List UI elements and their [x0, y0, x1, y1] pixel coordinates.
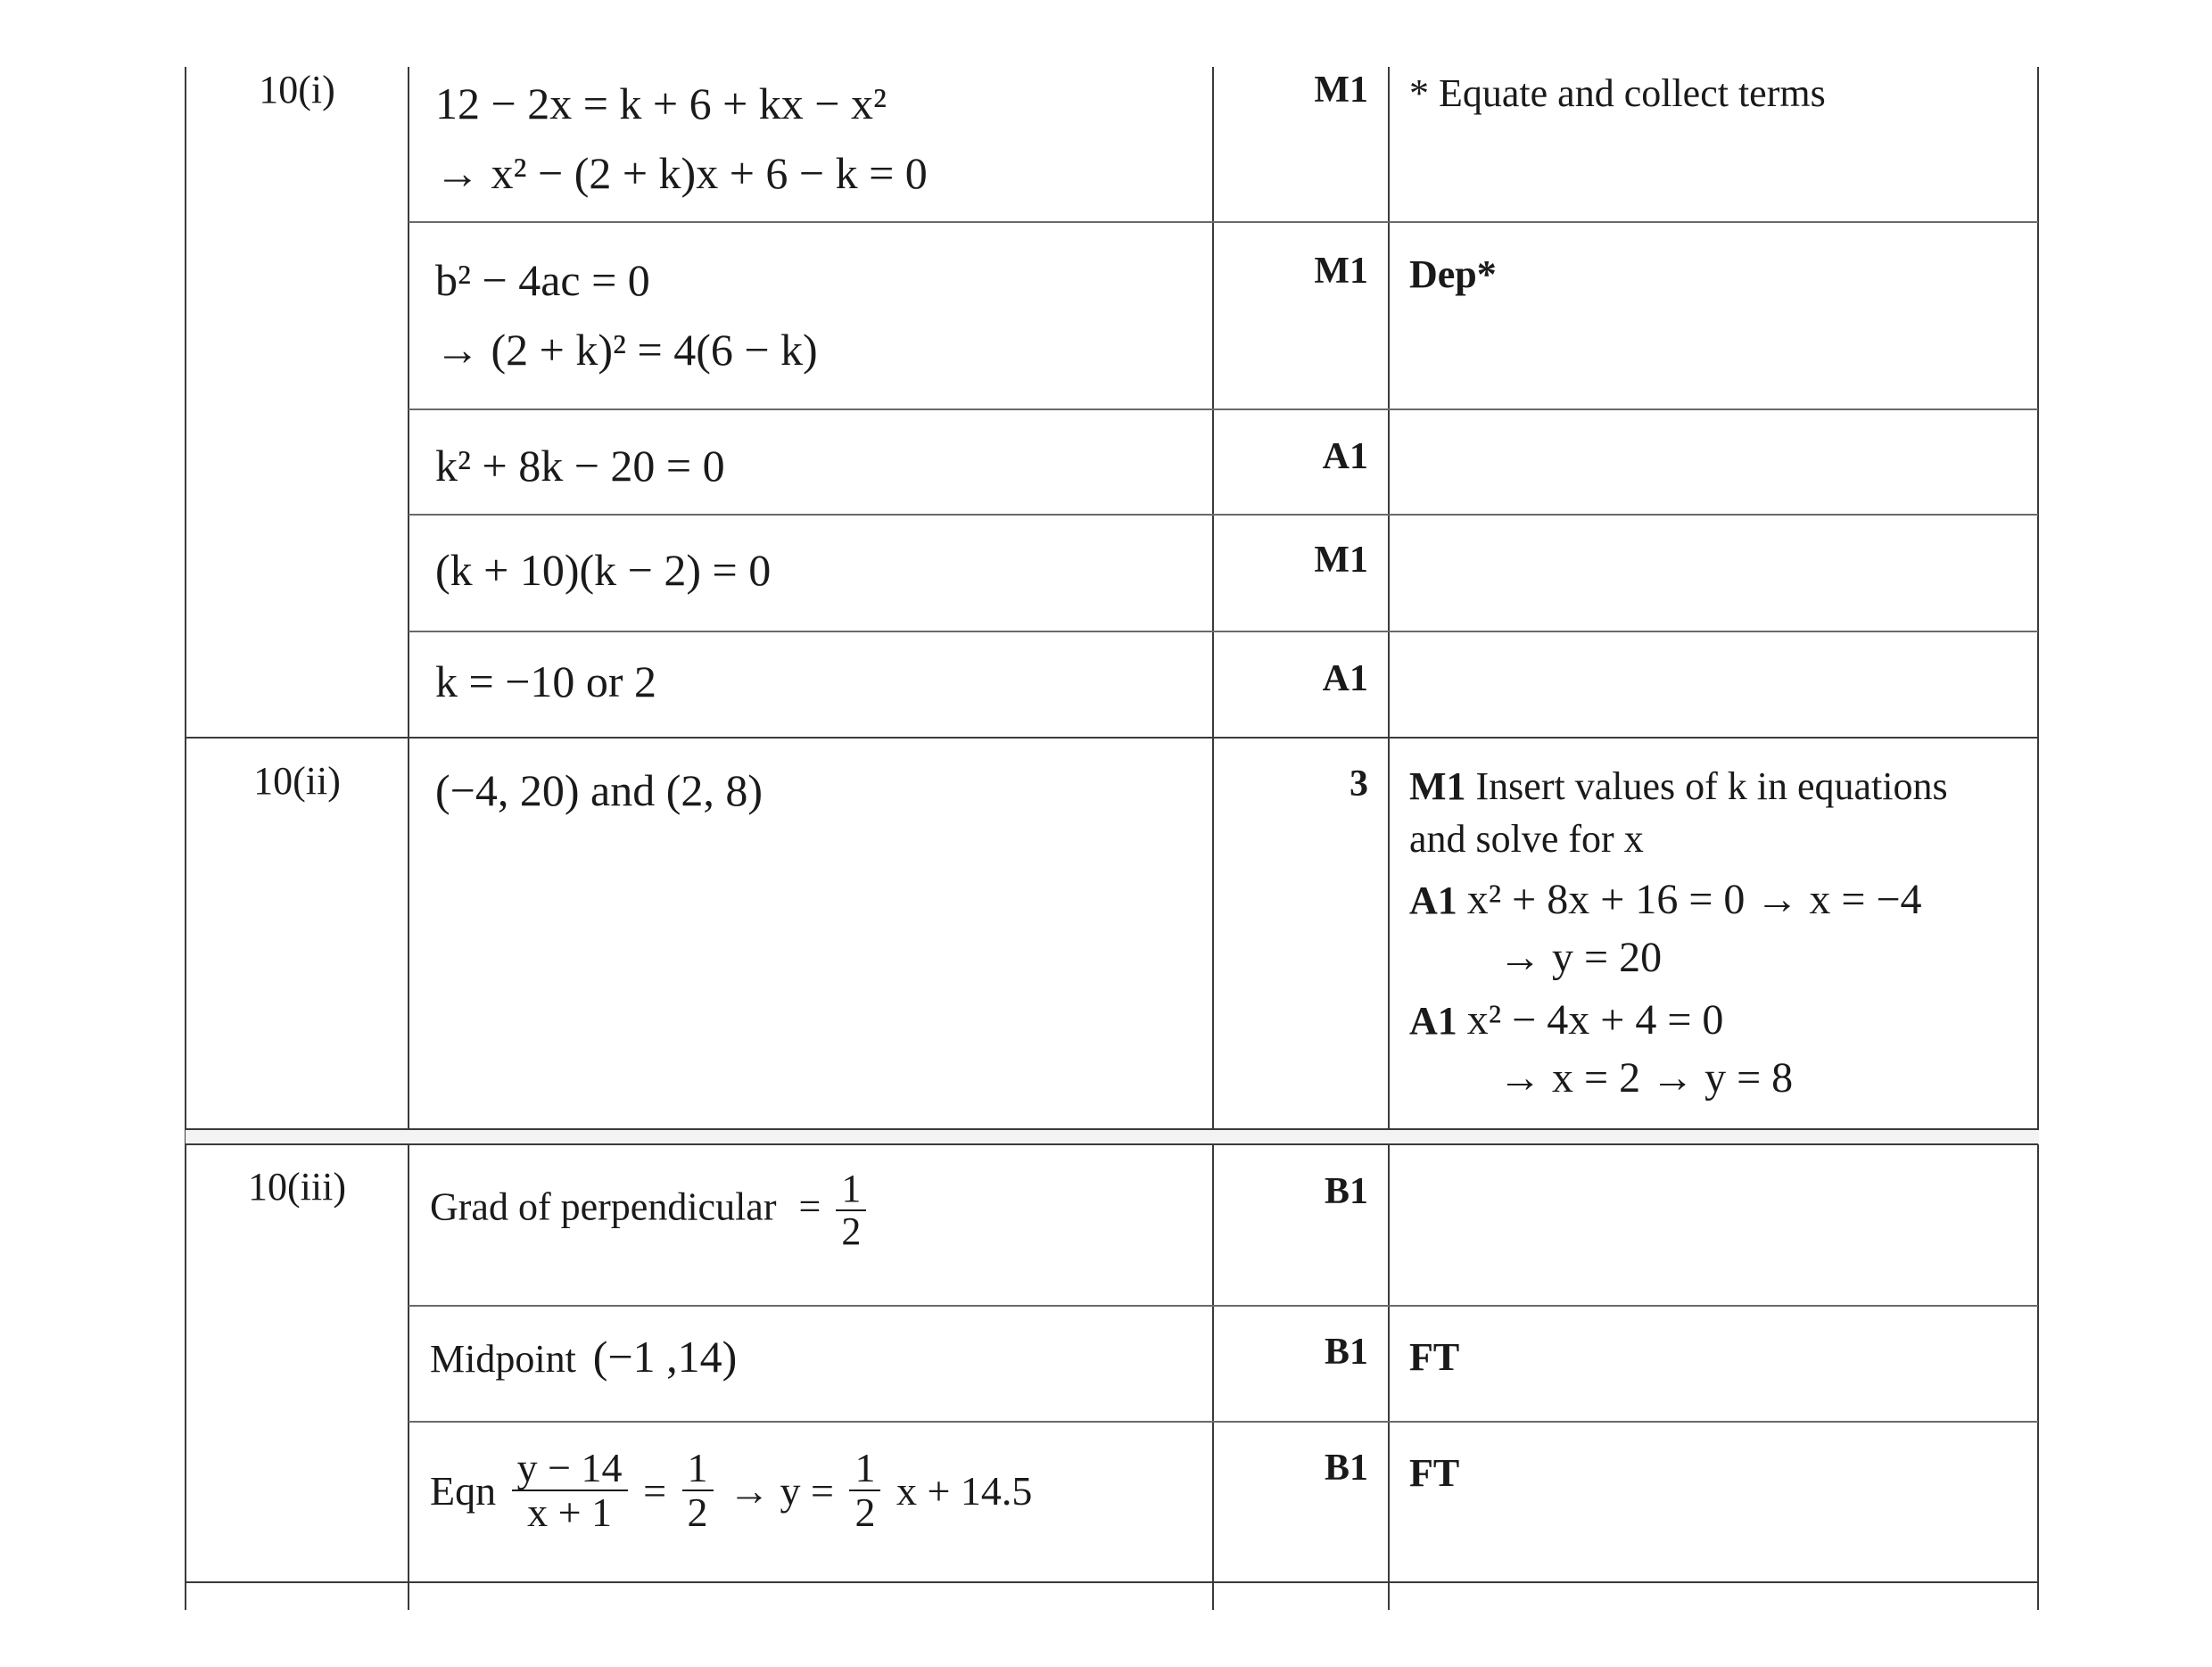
section-divider [186, 737, 2038, 739]
mark-code: M1 [1314, 251, 1368, 292]
fraction-numerator: 1 [849, 1447, 880, 1491]
fraction-numerator: 1 [836, 1168, 866, 1211]
fraction-denominator: x + 1 [527, 1490, 613, 1536]
fraction [849, 1447, 880, 1535]
working-step-midpoint [430, 1331, 737, 1382]
mark-code: M1 [1314, 540, 1368, 581]
mark-code: A1 [1322, 436, 1368, 477]
column-divider-question [408, 67, 409, 1610]
guidance-line: and solve for x [1409, 817, 1644, 862]
mark-code: B1 [1324, 1448, 1368, 1489]
math-line: k² + 8k − 20 = 0 [435, 441, 725, 491]
guidance-block [1409, 760, 1948, 1108]
working-step-roots [435, 648, 656, 717]
guidance-math: x² + 8x + 16 = 0 → x = −4 [1466, 875, 1922, 923]
section-divider [186, 1143, 2038, 1145]
working-step-equate [435, 70, 928, 208]
fraction-numerator: 1 [682, 1447, 714, 1491]
section-divider [186, 1128, 2038, 1130]
step-label: Grad of perpendicular [430, 1184, 777, 1229]
guidance-line: → y = 20 [1498, 933, 1663, 981]
fraction [836, 1168, 866, 1252]
guidance-note: FT [1409, 1451, 1460, 1495]
fraction [682, 1447, 714, 1535]
mark-code: B1 [1324, 1332, 1368, 1373]
row-divider [409, 514, 2038, 516]
question-number: 10(i) [259, 68, 335, 111]
row-divider [409, 631, 2038, 632]
working-step-quadratic [435, 432, 725, 501]
question-number: 10(ii) [253, 759, 341, 803]
row-divider [409, 221, 2038, 223]
section-divider [186, 1581, 2038, 1583]
column-divider-answer [1212, 67, 1214, 1610]
row-divider [409, 408, 2038, 410]
fraction-denominator: 2 [841, 1209, 862, 1254]
relation-sign: = [643, 1467, 667, 1514]
guidance-line [1409, 992, 1948, 1050]
mark-tag: M1 [1409, 764, 1466, 808]
math-line: → (2 + k)² = 4(6 − k) [435, 324, 818, 375]
section-separator-band [186, 1130, 2039, 1144]
guidance-note: Dep* [1409, 252, 1497, 296]
math-line: (k + 10)(k − 2) = 0 [435, 545, 772, 595]
math-line: → x² − (2 + k)x + 6 − k = 0 [435, 147, 928, 198]
working-step-equation [430, 1447, 1032, 1535]
fraction [512, 1447, 628, 1535]
equation-tail: x + 14.5 [896, 1467, 1033, 1514]
mark-tag: A1 [1409, 999, 1457, 1044]
math-line: k = −10 or 2 [435, 656, 657, 706]
guidance-line: → x = 2 → y = 8 [1498, 1054, 1794, 1102]
mark-code: B1 [1324, 1171, 1368, 1212]
math-line: 12 − 2x = k + 6 + kx − x² [435, 78, 887, 128]
midpoint-value: (−1 ,14) [592, 1332, 738, 1382]
answer-points: (−4, 20) and (2, 8) [435, 765, 763, 815]
working-step-gradient [430, 1168, 871, 1252]
fraction-denominator: 2 [687, 1490, 708, 1536]
column-divider-marks [1388, 67, 1390, 1610]
relation-sign: = [798, 1184, 821, 1229]
guidance-text: Insert values of k in equations [1475, 764, 1948, 808]
question-number: 10(iii) [248, 1165, 346, 1209]
math-line: b² − 4ac = 0 [435, 255, 650, 305]
guidance-note: * Equate and collect terms [1409, 71, 1826, 115]
row-divider [409, 1421, 2038, 1423]
mark-total: 3 [1349, 763, 1368, 805]
fraction-numerator: y − 14 [512, 1447, 628, 1491]
guidance-line [1409, 760, 1948, 813]
guidance-note: FT [1409, 1335, 1460, 1379]
mark-tag: A1 [1409, 878, 1457, 922]
fraction-denominator: 2 [854, 1490, 876, 1536]
table-right-border [2037, 67, 2039, 1610]
guidance-line [1409, 871, 1948, 929]
row-divider [409, 1305, 2038, 1307]
table-left-border [185, 67, 186, 1610]
step-label: Eqn [430, 1467, 497, 1514]
implies-text: → y = [729, 1467, 834, 1514]
mark-code: A1 [1322, 658, 1368, 699]
step-label: Midpoint [430, 1337, 576, 1381]
working-step-discriminant [435, 246, 818, 384]
mark-code: M1 [1314, 70, 1368, 111]
working-step-factorise [435, 536, 771, 606]
guidance-math: x² − 4x + 4 = 0 [1466, 996, 1724, 1044]
